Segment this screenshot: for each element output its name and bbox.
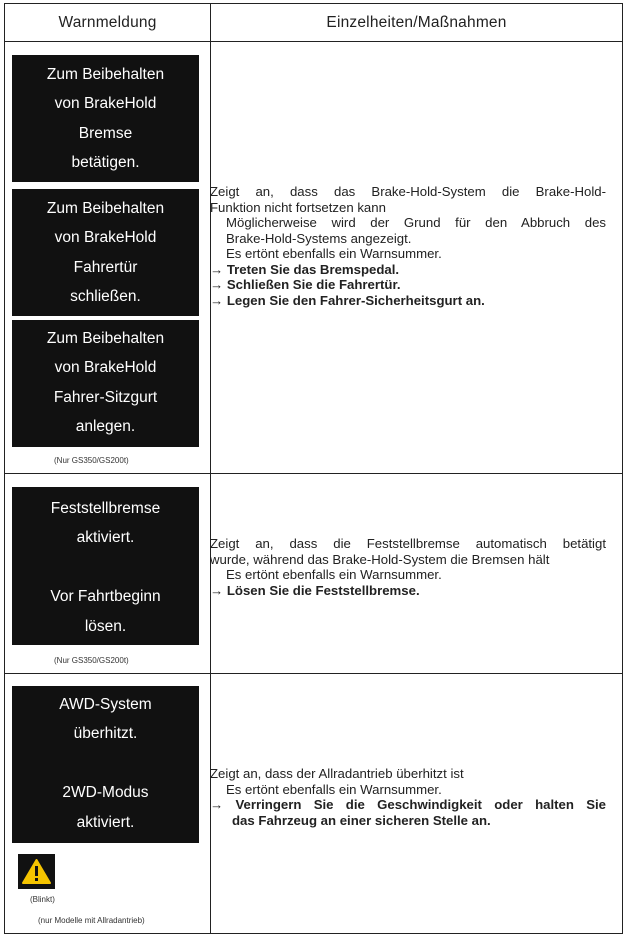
- details-text: Funktion nicht fortsetzen kann: [210, 199, 386, 215]
- column-header-warning: Warnmeldung: [58, 14, 157, 31]
- screen-line: betätigen.: [71, 154, 140, 171]
- details-row2: [210, 536, 606, 598]
- warning-screen-brake: [12, 55, 199, 182]
- details-row3: [210, 766, 606, 828]
- screen-line: AWD-System: [59, 696, 152, 713]
- screen-line: von BrakeHold: [54, 229, 157, 246]
- screen-line: 2WD-Modus: [62, 784, 149, 801]
- model-note: (nur Modelle mit Allradantrieb): [38, 916, 145, 925]
- details-text: Zeigt an, dass die Feststellbremse automatisch betätigt: [210, 536, 606, 551]
- screen-line: lösen.: [84, 618, 127, 635]
- screen-line: überhitzt.: [73, 725, 138, 742]
- row-divider: [5, 673, 622, 674]
- action-text: → Lösen Sie die Feststellbremse.: [210, 582, 420, 598]
- screen-line: von BrakeHold: [54, 359, 157, 376]
- details-text: Es ertönt ebenfalls ein Warnsummer.: [226, 246, 442, 261]
- screen-line: von BrakeHold: [54, 95, 157, 112]
- screen-line: schließen.: [70, 288, 141, 305]
- warning-screen-parking-brake: [12, 487, 199, 645]
- warning-screen-seatbelt: [12, 320, 199, 447]
- screen-line: Bremse: [78, 125, 133, 142]
- screen-line: Fahrertür: [73, 259, 138, 276]
- details-text: Es ertönt ebenfalls ein Warnsummer.: [226, 567, 442, 582]
- details-text: Zeigt an, dass das Brake-Hold-System die Brake-Hold-: [210, 184, 606, 199]
- details-text: Brake-Hold-Systems angezeigt.: [226, 230, 412, 246]
- action-text: → Legen Sie den Fahrer-Sicherheitsgurt an.: [210, 292, 485, 308]
- warning-screen-door: [12, 189, 199, 316]
- row-divider: [5, 473, 622, 474]
- action-text: → Schließen Sie die Fahrertür.: [210, 277, 401, 292]
- action-text: → Verringern Sie die Geschwindigkeit oder halten Sie: [210, 797, 606, 812]
- warning-screen-awd: [12, 686, 199, 843]
- screen-line: aktiviert.: [76, 814, 135, 831]
- column-header-details: Einzelheiten/Maßnahmen: [326, 14, 507, 31]
- warning-triangle-icon: [18, 854, 55, 889]
- blink-note: (Blinkt): [30, 895, 55, 904]
- details-text: Zeigt an, dass der Allradantrieb überhitzt ist: [210, 766, 464, 781]
- model-note: (Nur GS350/GS200t): [54, 456, 129, 465]
- screen-line: Fahrer-Sitzgurt: [53, 389, 158, 406]
- action-text: das Fahrzeug an einer sicheren Stelle an.: [232, 812, 491, 828]
- details-text: Möglicherweise wird der Grund für den Abbruch des: [226, 215, 606, 230]
- screen-line: Zum Beibehalten: [46, 66, 165, 83]
- model-note: (Nur GS350/GS200t): [54, 656, 129, 665]
- header-divider: [5, 41, 622, 42]
- screen-line: Zum Beibehalten: [46, 200, 165, 217]
- details-text: wurde, während das Brake-Hold-System die Bremsen hält: [210, 551, 550, 567]
- screen-line: Zum Beibehalten: [46, 330, 165, 347]
- details-text: Es ertönt ebenfalls ein Warnsummer.: [226, 781, 442, 797]
- details-row1: [210, 184, 606, 308]
- screen-line: Vor Fahrtbeginn: [50, 588, 161, 605]
- screen-line: aktiviert.: [76, 529, 135, 546]
- screen-line: Feststellbremse: [50, 500, 161, 517]
- action-text: → Treten Sie das Bremspedal.: [210, 261, 400, 277]
- screen-line: anlegen.: [75, 418, 136, 435]
